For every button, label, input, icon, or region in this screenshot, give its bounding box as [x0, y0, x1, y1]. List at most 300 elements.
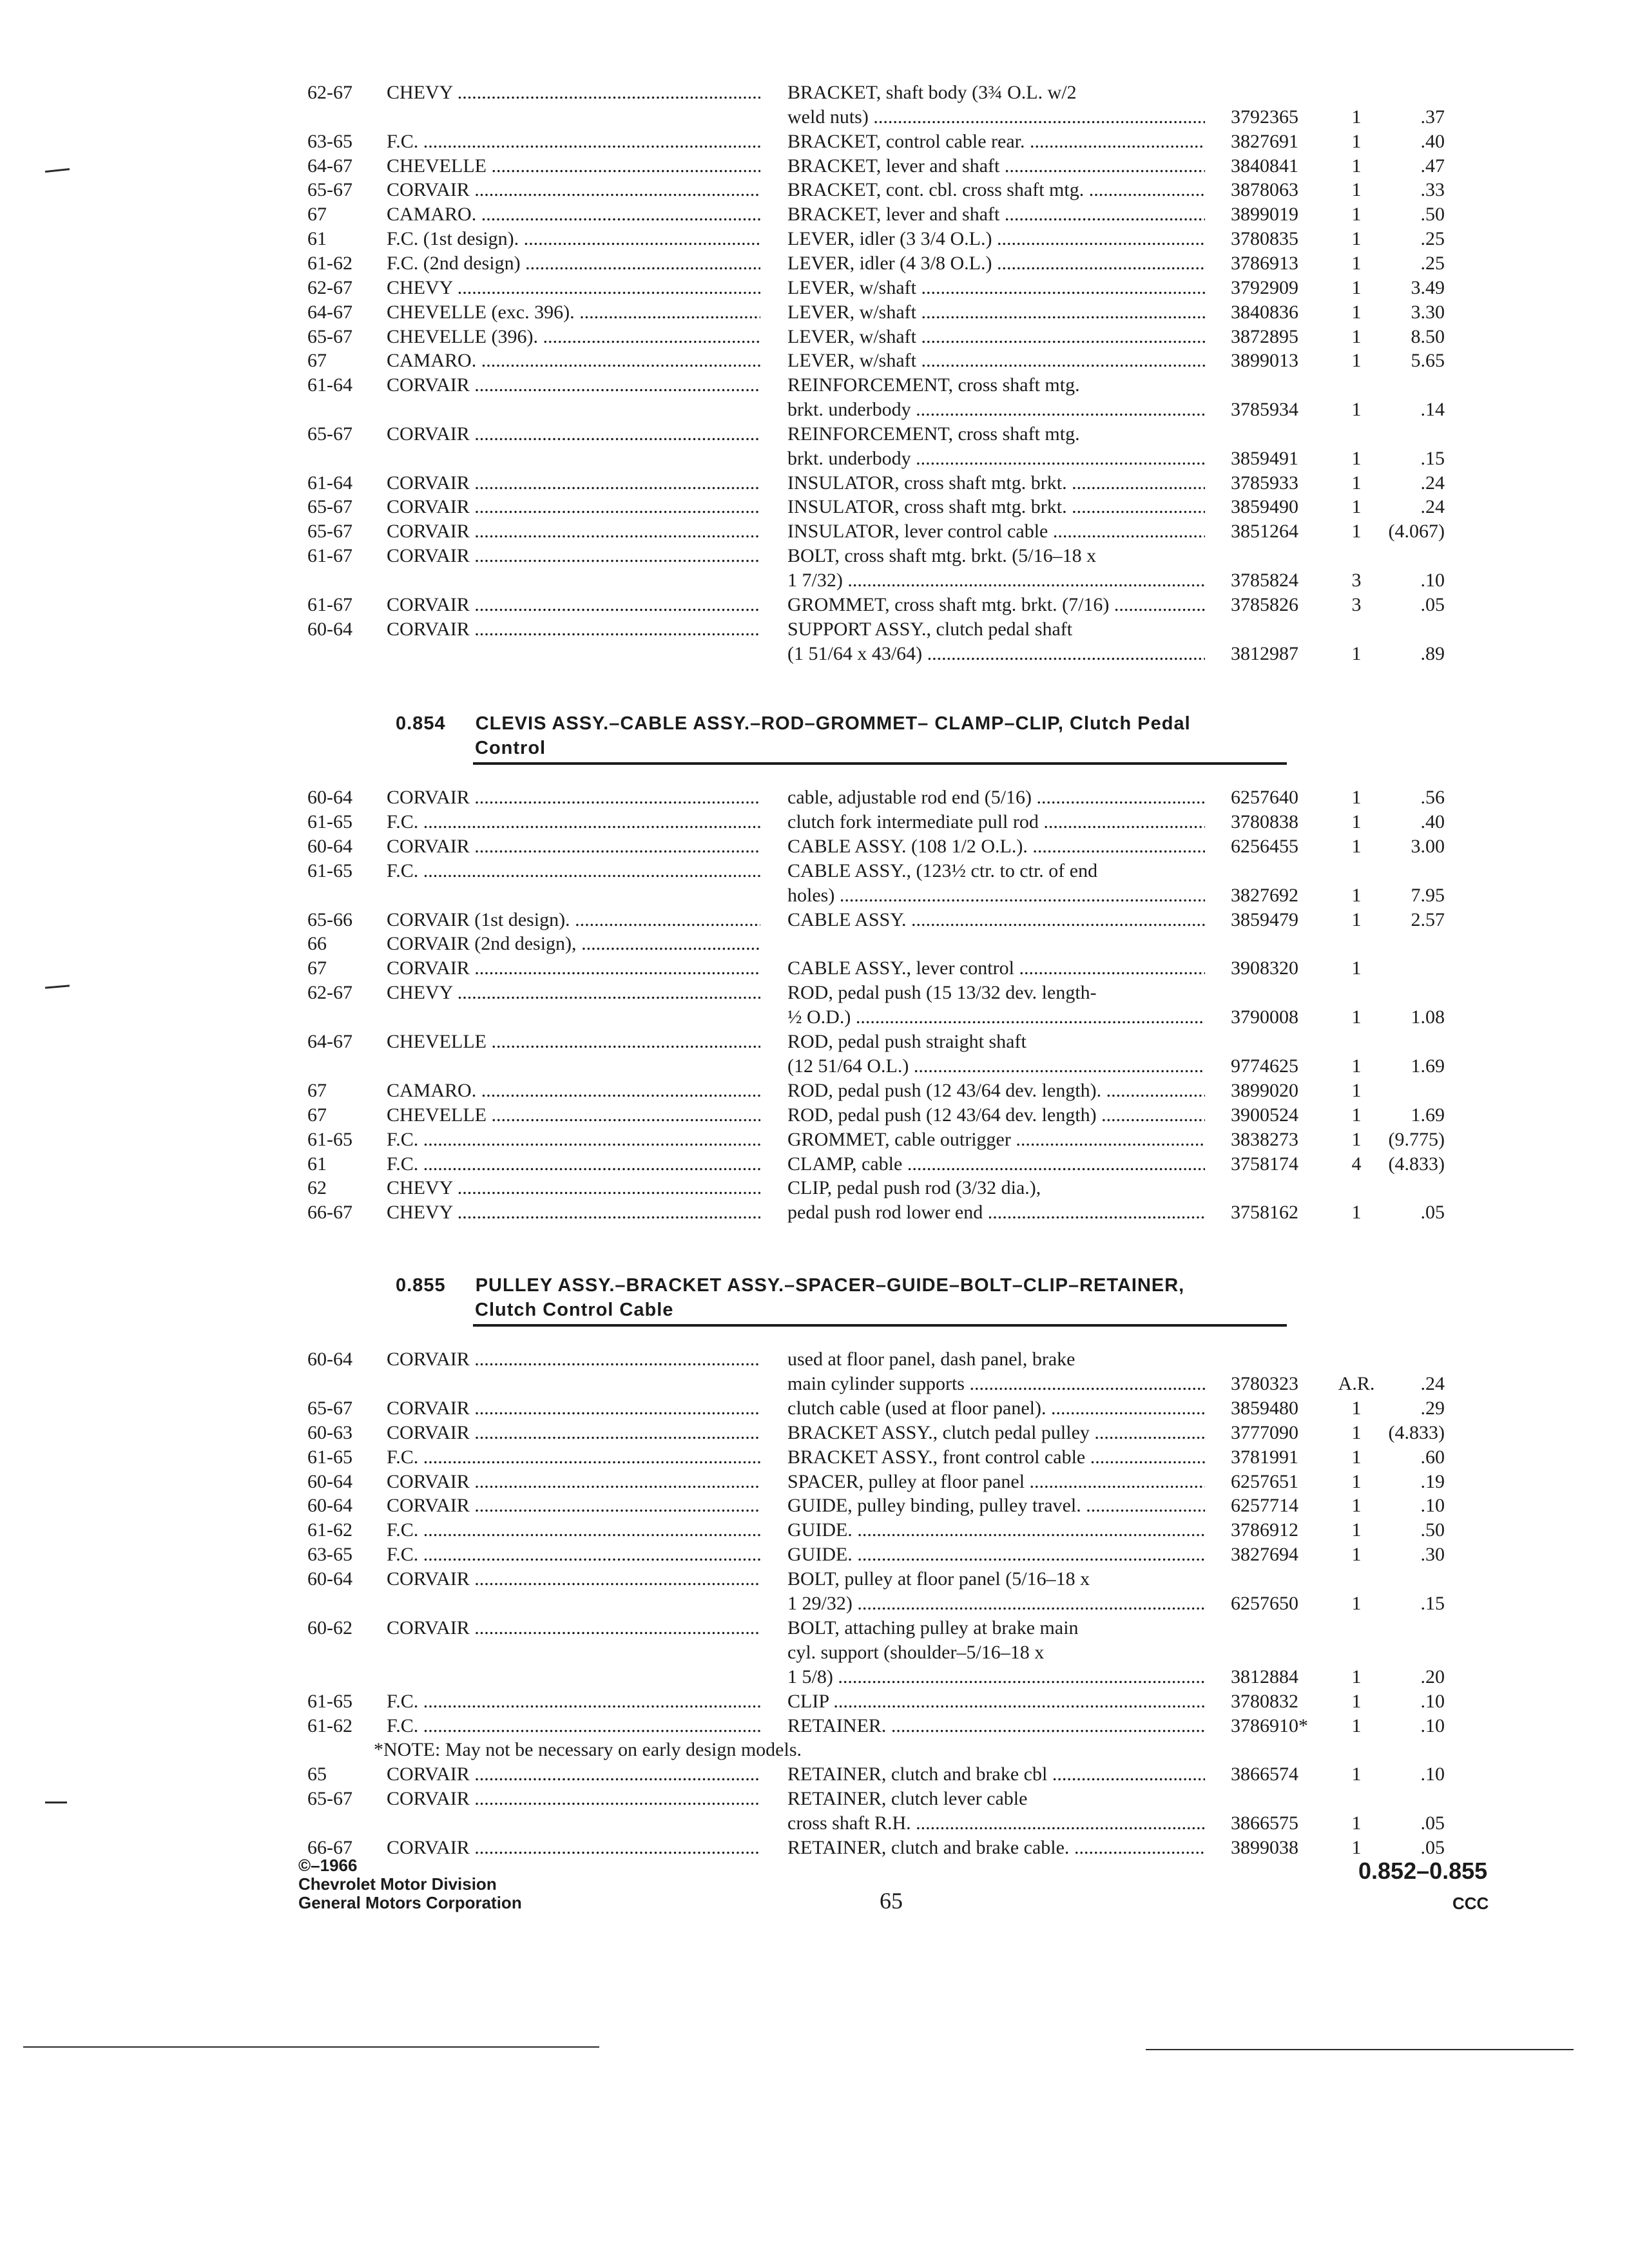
description-cell: CLIP .....: [787, 1689, 1205, 1715]
part-number-cell: 3781991: [1231, 1446, 1298, 1468]
quantity-cell: 1: [1351, 106, 1362, 128]
model-cell: F.C. .....: [387, 1445, 760, 1470]
description-cell: RETAINER, clutch and brake cbl .....: [787, 1762, 1205, 1787]
quantity-cell: 1: [1351, 472, 1362, 494]
part-number-cell: 3899020: [1231, 1080, 1298, 1101]
description-cell: BOLT, cross shaft mtg. brkt. (5/16–18 x: [787, 545, 1097, 566]
corporation-line: General Motors Corporation: [298, 1893, 522, 1912]
quantity-cell: 1: [1351, 1398, 1362, 1419]
parts-row: [0, 1762, 1629, 1787]
parts-row: [0, 1029, 1629, 1055]
price-cell: .89: [1420, 643, 1445, 664]
parts-row: [0, 1151, 1629, 1177]
description-cell: (12 51/64 O.L.) .....: [787, 1053, 1205, 1079]
part-number-cell: 3812884: [1231, 1666, 1298, 1687]
quantity-cell: 1: [1351, 1055, 1362, 1077]
price-cell: .10: [1420, 570, 1445, 591]
model-cell: CAMARO. .....: [387, 348, 760, 374]
price-cell: .10: [1420, 1495, 1445, 1516]
description-cell: BOLT, attaching pulley at brake main: [787, 1617, 1079, 1639]
price-cell: .50: [1420, 1519, 1445, 1541]
description-cell: BOLT, pulley at floor panel (5/16–18 x: [787, 1568, 1090, 1590]
description-cell: BRACKET, control cable rear. .....: [787, 129, 1205, 155]
model-cell: CAMARO. .....: [387, 202, 760, 227]
part-number-cell: 3866575: [1231, 1812, 1298, 1834]
price-cell: 1.69: [1411, 1055, 1445, 1077]
model-cell: F.C. .....: [387, 1127, 760, 1153]
part-number-cell: 9774625: [1231, 1055, 1298, 1077]
model-cell: F.C. .....: [387, 1689, 760, 1715]
section-title-continued: Clutch Control Cable: [475, 1300, 674, 1320]
description-cell: CLAMP, cable .....: [787, 1151, 1205, 1177]
description-cell: LEVER, w/shaft .....: [787, 275, 1205, 301]
quantity-cell: 1: [1351, 1422, 1362, 1443]
price-cell: .20: [1420, 1666, 1445, 1687]
model-cell: CORVAIR .....: [387, 1396, 760, 1421]
quantity-cell: 1: [1351, 1837, 1362, 1858]
parts-row: [0, 568, 1629, 593]
section-title: CLEVIS ASSY.–CABLE ASSY.–ROD–GROMMET– CLAMP–CLIP, Clutch Pedal: [475, 713, 1191, 734]
description-cell: INSULATOR, cross shaft mtg. brkt. .....: [787, 470, 1205, 496]
part-number-cell: 3908320: [1231, 957, 1298, 979]
part-number-cell: 3792365: [1231, 106, 1298, 128]
parts-row: [0, 202, 1629, 227]
model-cell: F.C. .....: [387, 1151, 760, 1177]
parts-row: [0, 397, 1629, 423]
parts-row: [0, 177, 1629, 203]
part-number-cell: 3827691: [1231, 131, 1298, 152]
model-cell: CHEVY .....: [387, 80, 760, 106]
description-cell: REINFORCEMENT, cross shaft mtg.: [787, 374, 1080, 396]
model-cell: CORVAIR .....: [387, 1786, 760, 1812]
model-cell: CHEVELLE .....: [387, 1102, 760, 1128]
quantity-cell: 1: [1351, 1812, 1362, 1834]
part-number-cell: 3785933: [1231, 472, 1298, 494]
parts-row: [0, 300, 1629, 325]
price-cell: .33: [1420, 179, 1445, 200]
part-number-cell: 3790008: [1231, 1006, 1298, 1028]
parts-row: [0, 1347, 1629, 1372]
model-cell: F.C. (2nd design) .....: [387, 251, 760, 276]
parts-row: [0, 1445, 1629, 1470]
description-cell: holes) .....: [787, 883, 1205, 908]
description-cell: BRACKET ASSY., front control cable .....: [787, 1445, 1205, 1470]
price-cell: 3.30: [1411, 302, 1445, 323]
year-cell: 60-64: [307, 1349, 352, 1370]
page-number: 65: [880, 1888, 903, 1914]
parts-row: [0, 834, 1629, 860]
year-cell: 64-67: [307, 1031, 352, 1052]
year-cell: 61-64: [307, 374, 352, 396]
description-cell: cyl. support (shoulder–5/16–18 x: [787, 1642, 1045, 1663]
price-cell: .40: [1420, 811, 1445, 832]
part-number-cell: 3827692: [1231, 885, 1298, 906]
model-cell: CORVAIR .....: [387, 956, 760, 981]
quantity-cell: 1: [1351, 1080, 1362, 1101]
year-cell: 61-65: [307, 1691, 352, 1712]
description-cell: INSULATOR, lever control cable .....: [787, 519, 1205, 544]
parts-row: [0, 1102, 1629, 1128]
quantity-cell: 1: [1351, 228, 1362, 249]
model-cell: CHEVY .....: [387, 1175, 760, 1201]
quantity-cell: A.R.: [1338, 1373, 1375, 1394]
year-cell: 65-67: [307, 423, 352, 445]
price-cell: .15: [1420, 1593, 1445, 1614]
description-cell: 1 7/32) .....: [787, 568, 1205, 593]
part-number-cell: 3758174: [1231, 1153, 1298, 1175]
quantity-cell: 1: [1351, 1006, 1362, 1028]
model-cell: CORVAIR .....: [387, 1420, 760, 1446]
parts-row: [0, 251, 1629, 276]
year-cell: 61-65: [307, 1129, 352, 1150]
year-cell: 65-67: [307, 179, 352, 200]
part-number-cell: 3838273: [1231, 1129, 1298, 1150]
part-number-cell: 3840836: [1231, 302, 1298, 323]
price-cell: .29: [1420, 1398, 1445, 1419]
description-cell: 1 5/8) .....: [787, 1664, 1205, 1690]
part-number-cell: 3878063: [1231, 179, 1298, 200]
year-cell: 60-64: [307, 1568, 352, 1590]
year-cell: 66-67: [307, 1202, 352, 1223]
description-cell: BRACKET, lever and shaft .....: [787, 202, 1205, 227]
quantity-cell: 1: [1351, 350, 1362, 371]
price-cell: 2.57: [1411, 909, 1445, 930]
parts-row: [0, 1127, 1629, 1153]
quantity-cell: 1: [1351, 496, 1362, 517]
year-cell: 65-67: [307, 521, 352, 542]
model-cell: CORVAIR (2nd design), .....: [387, 931, 760, 957]
price-cell: .24: [1420, 1373, 1445, 1394]
quantity-cell: 1: [1351, 326, 1362, 347]
parts-row: [0, 1737, 1629, 1763]
year-cell: 67: [307, 1080, 327, 1101]
part-number-cell: 3780323: [1231, 1373, 1298, 1394]
page-code: CCC: [1452, 1894, 1489, 1913]
bottom-rule-right: [1146, 2049, 1574, 2050]
description-cell: SPACER, pulley at floor panel .....: [787, 1469, 1205, 1495]
margin-mark: [45, 1802, 67, 1803]
description-cell: pedal push rod lower end .....: [787, 1200, 1205, 1225]
price-cell: .05: [1420, 1202, 1445, 1223]
section-range: 0.852–0.855: [1358, 1858, 1488, 1884]
parts-row: [0, 494, 1629, 520]
model-cell: CHEVY .....: [387, 275, 760, 301]
price-cell: .05: [1420, 1812, 1445, 1834]
quantity-cell: 1: [1351, 1763, 1362, 1785]
year-cell: 62: [307, 1177, 327, 1198]
parts-row: [0, 883, 1629, 908]
year-cell: 60-64: [307, 787, 352, 808]
model-cell: F.C. .....: [387, 129, 760, 155]
part-number-cell: 6257650: [1231, 1593, 1298, 1614]
description-cell: weld nuts) .....: [787, 104, 1205, 130]
year-cell: 60-64: [307, 836, 352, 857]
parts-row: [0, 1542, 1629, 1568]
model-cell: CORVAIR .....: [387, 543, 760, 569]
description-cell: CABLE ASSY. (108 1/2 O.L.). .....: [787, 834, 1205, 860]
parts-row: [0, 104, 1629, 130]
description-cell: BRACKET, lever and shaft .....: [787, 153, 1205, 179]
description-cell: LEVER, w/shaft .....: [787, 324, 1205, 350]
model-cell: F.C. .....: [387, 809, 760, 835]
quantity-cell: 1: [1351, 399, 1362, 420]
model-cell: F.C. .....: [387, 1542, 760, 1568]
part-number-cell: 6257640: [1231, 787, 1298, 808]
description-cell: clutch cable (used at floor panel). .....: [787, 1396, 1205, 1421]
description-cell: REINFORCEMENT, cross shaft mtg.: [787, 423, 1080, 445]
year-cell: 65-66: [307, 909, 352, 930]
description-cell: RETAINER, clutch lever cable: [787, 1788, 1028, 1809]
model-cell: CORVAIR .....: [387, 470, 760, 496]
quantity-cell: 1: [1351, 1104, 1362, 1126]
parts-row: [0, 129, 1629, 155]
section-number: 0.854: [396, 713, 446, 734]
model-cell: CORVAIR .....: [387, 372, 760, 398]
year-cell: 61: [307, 228, 327, 249]
year-cell: 60-63: [307, 1422, 352, 1443]
parts-row: [0, 80, 1629, 106]
model-cell: CORVAIR .....: [387, 785, 760, 811]
year-cell: 66: [307, 933, 327, 954]
quantity-cell: 3: [1351, 594, 1362, 615]
part-number-cell: 3786910*: [1231, 1715, 1308, 1736]
model-cell: CORVAIR .....: [387, 1835, 760, 1861]
parts-row: [0, 641, 1629, 667]
price-cell: .25: [1420, 253, 1445, 274]
quantity-cell: 4: [1351, 1153, 1362, 1175]
description-cell: cross shaft R.H. .....: [787, 1811, 1205, 1836]
year-cell: 67: [307, 957, 327, 979]
model-cell: CHEVY .....: [387, 1200, 760, 1225]
description-cell: brkt. underbody .....: [787, 397, 1205, 423]
quantity-cell: 1: [1351, 179, 1362, 200]
description-cell: ROD, pedal push (12 43/64 dev. length) .....: [787, 1102, 1205, 1128]
description-cell: GUIDE. .....: [787, 1517, 1205, 1543]
parts-row: [0, 785, 1629, 811]
parts-row: [0, 1200, 1629, 1225]
parts-row: [0, 1469, 1629, 1495]
part-number-cell: 6257714: [1231, 1495, 1298, 1516]
model-cell: CHEVELLE (exc. 396). .....: [387, 300, 760, 325]
year-cell: 61-62: [307, 1715, 352, 1736]
model-cell: F.C. .....: [387, 1517, 760, 1543]
year-cell: 60-62: [307, 1617, 352, 1639]
part-number-cell: 3840841: [1231, 155, 1298, 177]
part-number-cell: 3827694: [1231, 1544, 1298, 1565]
price-cell: .10: [1420, 1715, 1445, 1736]
price-cell: 3.49: [1411, 277, 1445, 298]
model-cell: CORVAIR .....: [387, 421, 760, 447]
part-number-cell: 3780832: [1231, 1691, 1298, 1712]
description-cell: BRACKET ASSY., clutch pedal pulley .....: [787, 1420, 1205, 1446]
description-cell: INSULATOR, cross shaft mtg. brkt. .....: [787, 494, 1205, 520]
year-cell: 62-67: [307, 82, 352, 103]
part-number-cell: 3777090: [1231, 1422, 1298, 1443]
description-cell: BRACKET, shaft body (3¾ O.L. w/2: [787, 82, 1077, 103]
quantity-cell: 1: [1351, 277, 1362, 298]
parts-row: [0, 348, 1629, 374]
description-cell: GUIDE. .....: [787, 1542, 1205, 1568]
model-cell: F.C. .....: [387, 1713, 760, 1739]
parts-row: [0, 1640, 1629, 1666]
description-cell: CABLE ASSY. .....: [787, 907, 1205, 933]
quantity-cell: 1: [1351, 1666, 1362, 1687]
year-cell: 61-64: [307, 472, 352, 494]
model-cell: F.C. (1st design). .....: [387, 226, 760, 252]
price-cell: .10: [1420, 1763, 1445, 1785]
price-cell: .47: [1420, 155, 1445, 177]
part-number-cell: 3859491: [1231, 448, 1298, 469]
section-title-continued: Control: [475, 738, 546, 758]
parts-row: [0, 907, 1629, 933]
quantity-cell: 1: [1351, 1446, 1362, 1468]
year-cell: 61-62: [307, 253, 352, 274]
year-cell: 61-65: [307, 811, 352, 832]
section-rule: [473, 1324, 1287, 1327]
parts-row: [0, 1591, 1629, 1617]
description-cell: ROD, pedal push (15 13/32 dev. length-: [787, 982, 1097, 1003]
model-cell: CORVAIR .....: [387, 177, 760, 203]
description-cell: LEVER, w/shaft .....: [787, 300, 1205, 325]
year-cell: 65: [307, 1763, 327, 1785]
model-cell: CORVAIR .....: [387, 617, 760, 642]
part-number-cell: 3900524: [1231, 1104, 1298, 1126]
price-cell: 7.95: [1411, 885, 1445, 906]
year-cell: 64-67: [307, 155, 352, 177]
quantity-cell: 1: [1351, 1202, 1362, 1223]
quantity-cell: 1: [1351, 1495, 1362, 1516]
quantity-cell: 1: [1351, 1691, 1362, 1712]
description-cell: CABLE ASSY., (123½ ctr. to ctr. of end: [787, 860, 1098, 881]
model-cell: CHEVY .....: [387, 980, 760, 1006]
quantity-cell: 1: [1351, 155, 1362, 177]
year-cell: 67: [307, 204, 327, 225]
parts-row: [0, 1493, 1629, 1519]
price-cell: 1.08: [1411, 1006, 1445, 1028]
part-number-cell: 3872895: [1231, 326, 1298, 347]
parts-row: [0, 931, 1629, 957]
section-heading-0855: [396, 1273, 1184, 1298]
part-number-cell: 3866574: [1231, 1763, 1298, 1785]
section-rule: [473, 762, 1287, 765]
parts-row: [0, 1371, 1629, 1397]
parts-row: [0, 980, 1629, 1006]
price-cell: .24: [1420, 472, 1445, 494]
parts-row: [0, 809, 1629, 835]
quantity-cell: 1: [1351, 811, 1362, 832]
model-cell: CORVAIR .....: [387, 1493, 760, 1519]
quantity-cell: 1: [1351, 253, 1362, 274]
description-cell: clutch fork intermediate pull rod .....: [787, 809, 1205, 835]
parts-row: [0, 1396, 1629, 1421]
quantity-cell: 1: [1351, 204, 1362, 225]
description-cell: CLIP, pedal push rod (3/32 dia.),: [787, 1177, 1041, 1198]
model-cell: CHEVELLE (396). .....: [387, 324, 760, 350]
parts-row: [0, 1786, 1629, 1812]
year-cell: 65-67: [307, 1398, 352, 1419]
quantity-cell: 3: [1351, 570, 1362, 591]
part-number-cell: 3792909: [1231, 277, 1298, 298]
price-cell: .10: [1420, 1691, 1445, 1712]
section-heading-0854: [396, 711, 1191, 736]
model-cell: CORVAIR .....: [387, 494, 760, 520]
part-number-cell: 3780835: [1231, 228, 1298, 249]
model-cell: CORVAIR .....: [387, 519, 760, 544]
description-cell: RETAINER. .....: [787, 1713, 1205, 1739]
model-cell: *NOTE: May not be necessary on early design models.: [374, 1739, 802, 1760]
quantity-cell: 1: [1351, 836, 1362, 857]
description-cell: LEVER, idler (4 3/8 O.L.) .....: [787, 251, 1205, 276]
quantity-cell: 1: [1351, 1519, 1362, 1541]
price-cell: .15: [1420, 448, 1445, 469]
parts-row: [0, 1566, 1629, 1592]
parts-row: [0, 1078, 1629, 1104]
year-cell: 61-65: [307, 860, 352, 881]
price-cell: 8.50: [1411, 326, 1445, 347]
model-cell: CAMARO. .....: [387, 1078, 760, 1104]
price-cell: .05: [1420, 1837, 1445, 1858]
price-cell: (4.067): [1388, 521, 1445, 542]
description-cell: LEVER, w/shaft .....: [787, 348, 1205, 374]
price-cell: .60: [1420, 1446, 1445, 1468]
parts-row: [0, 470, 1629, 496]
section-heading-0854-line2: [475, 736, 546, 760]
parts-row: [0, 1713, 1629, 1739]
price-cell: .56: [1420, 787, 1445, 808]
parts-row: [0, 153, 1629, 179]
model-cell: CHEVELLE .....: [387, 1029, 760, 1055]
quantity-cell: 1: [1351, 1129, 1362, 1150]
section-title: PULLEY ASSY.–BRACKET ASSY.–SPACER–GUIDE–BOLT–CLIP–RETAINER,: [475, 1275, 1185, 1296]
price-cell: .50: [1420, 204, 1445, 225]
price-cell: (4.833): [1388, 1153, 1445, 1175]
model-cell: CORVAIR .....: [387, 1615, 760, 1641]
year-cell: 62-67: [307, 277, 352, 298]
description-cell: BRACKET, cont. cbl. cross shaft mtg. .....: [787, 177, 1205, 203]
description-cell: GROMMET, cross shaft mtg. brkt. (7/16) .....: [787, 592, 1205, 618]
parts-row: [0, 519, 1629, 544]
parts-row: [0, 1004, 1629, 1030]
parts-row: [0, 543, 1629, 569]
part-number-cell: 3851264: [1231, 521, 1298, 542]
description-cell: CABLE ASSY., lever control .....: [787, 956, 1205, 981]
part-number-cell: 3785824: [1231, 570, 1298, 591]
quantity-cell: 1: [1351, 448, 1362, 469]
year-cell: 61-65: [307, 1446, 352, 1468]
price-cell: .40: [1420, 131, 1445, 152]
quantity-cell: 1: [1351, 1471, 1362, 1492]
parts-row: [0, 275, 1629, 301]
part-number-cell: 3786913: [1231, 253, 1298, 274]
year-cell: 61: [307, 1153, 327, 1175]
part-number-cell: 3785826: [1231, 594, 1298, 615]
price-cell: (9.775): [1388, 1129, 1445, 1150]
price-cell: .37: [1420, 106, 1445, 128]
parts-row: [0, 1615, 1629, 1641]
model-cell: CORVAIR .....: [387, 1762, 760, 1787]
description-cell: cable, adjustable rod end (5/16) .....: [787, 785, 1205, 811]
description-cell: used at floor panel, dash panel, brake: [787, 1349, 1075, 1370]
description-cell: ROD, pedal push (12 43/64 dev. length). .....: [787, 1078, 1205, 1104]
description-cell: LEVER, idler (3 3/4 O.L.) .....: [787, 226, 1205, 252]
year-cell: 65-67: [307, 1788, 352, 1809]
parts-row: [0, 1517, 1629, 1543]
copyright-line: ©–1966: [298, 1856, 358, 1875]
year-cell: 61-67: [307, 594, 352, 615]
quantity-cell: 1: [1351, 521, 1362, 542]
price-cell: .25: [1420, 228, 1445, 249]
model-cell: CORVAIR (1st design). .....: [387, 907, 760, 933]
